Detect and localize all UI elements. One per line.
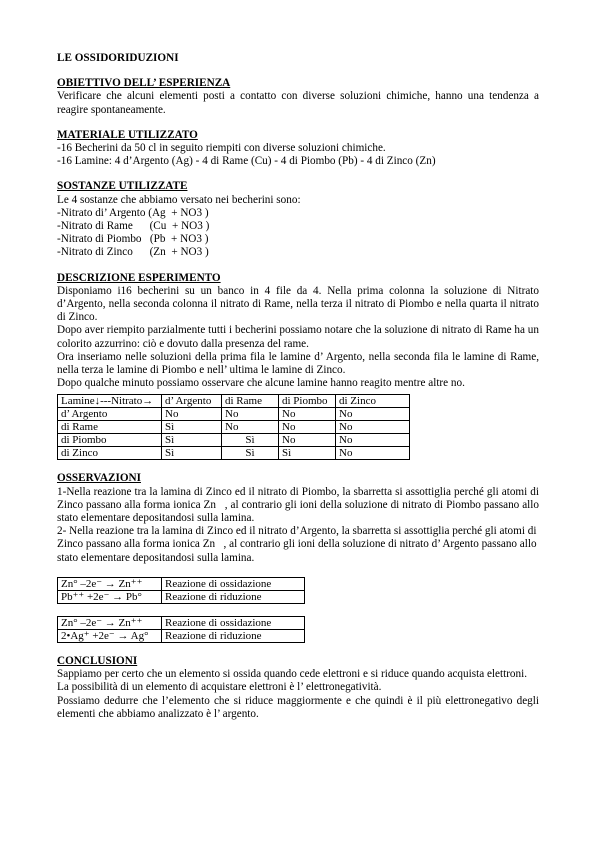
table-cell: Sì	[162, 447, 222, 460]
table-cell: Sì	[222, 447, 279, 460]
table-row	[58, 447, 410, 460]
table-header-cell: di Piombo	[279, 395, 336, 408]
reaction-type: Reazione di ossidazione	[162, 616, 305, 629]
section-sostanze	[57, 180, 539, 259]
section-heading: OSSERVAZIONI	[57, 472, 141, 485]
table-cell: No	[336, 421, 410, 434]
document-title: LE OSSIDORIDUZIONI	[57, 52, 179, 64]
section-obiettivo	[57, 77, 539, 117]
table-header-cell: d’ Argento	[162, 395, 222, 408]
reaction-type: Reazione di riduzione	[162, 629, 305, 642]
paragraph: Disponiamo i16 becherini su un banco in 4 file da 4. Nella prima colonna la soluzione di Nitrato d’Argento, nella seconda colonna il nitrato di Rame, nella terza il nitrato di Piombo e nella quarta il nitrato di Zinco.	[57, 284, 539, 324]
reaction-equation: Zn° –2e⁻ → Zn⁺⁺	[58, 616, 162, 629]
reaction-type: Reazione di ossidazione	[162, 577, 305, 590]
table-row	[58, 629, 305, 642]
table-cell: Sì	[162, 421, 222, 434]
table-cell: No	[222, 421, 279, 434]
list-line: -Nitrato di Rame (Cu + NO3 )	[57, 220, 210, 233]
table-row	[58, 616, 305, 629]
table-cell: No	[279, 421, 336, 434]
table-cell: No	[279, 434, 336, 447]
list-line: -Nitrato di’ Argento (Ag + NO3 )	[57, 206, 209, 219]
section-osservazioni	[57, 472, 542, 564]
table-row	[58, 408, 410, 421]
section-heading: OBIETTIVO DELL’ ESPERIENZA	[57, 77, 231, 90]
section-heading: DESCRIZIONE ESPERIMENTO	[57, 271, 221, 284]
table-row	[58, 590, 305, 603]
paragraph: Le 4 sostanze che abbiamo versato nei becherini sono:	[57, 193, 301, 206]
table-row	[58, 434, 410, 447]
list-line: -Nitrato di Piombo (Pb + NO3 )	[57, 233, 209, 246]
table-cell: No	[336, 408, 410, 421]
table-cell: Sì	[222, 434, 279, 447]
reaction-table	[57, 577, 305, 604]
paragraph: Verificare che alcuni elementi posti a contatto con diverse soluzioni chimiche, hanno una tendenza a reagire spontaneamente.	[57, 90, 539, 116]
paragraph: Dopo aver riempito parzialmente tutti i becherini possiamo notare che la soluzione di nitrato di Rame ha un colorito azzurrino: ciò e dovuto dalla presenza del rame.	[57, 324, 539, 350]
paragraph: Sappiamo per certo che un elemento si ossida quando cede elettroni e si riduce quando acquista elettroni.	[57, 668, 528, 681]
table-cell: No	[222, 408, 279, 421]
table-cell: No	[336, 434, 410, 447]
reaction-equation: 2•Ag⁺ +2e⁻ → Ag°	[58, 629, 162, 642]
table-cell: Sì	[279, 447, 336, 460]
list-line: -Nitrato di Zinco (Zn + NO3 )	[57, 246, 209, 259]
table-header-row	[58, 395, 410, 408]
table-row	[58, 577, 305, 590]
reaction-equation: Zn° –2e⁻ → Zn⁺⁺	[58, 577, 162, 590]
paragraph: La possibilità di un elemento di acquistare elettroni è l’ elettronegatività.	[57, 681, 382, 694]
table-cell: No	[162, 408, 222, 421]
list-line: -16 Lamine: 4 d’Argento (Ag) - 4 di Rame (Cu) - 4 di Piombo (Pb) - 4 di Zinco (Zn)	[57, 155, 436, 168]
reaction-type: Reazione di riduzione	[162, 590, 305, 603]
paragraph: Possiamo dedurre che l’elemento che si riduce maggiormente e che quindi è il più elettronegativo degli elementi che abbiamo analizzato è l’ argento.	[57, 694, 539, 720]
table-header-cell: di Zinco	[336, 395, 410, 408]
paragraph: 2- Nella reazione tra la lamina di Zinco ed il nitrato d’Argento, la sbarretta si assottiglia perché gli atomi di Zinco passano alla forma ionica Zn , al contrario gli ioni della soluzione di nitrato d’ Argento passano allo stato elementare depositandosi sulla lamina.	[57, 525, 540, 564]
section-heading: CONCLUSIONI	[57, 654, 138, 667]
table-cell: di Piombo	[58, 434, 162, 447]
table-cell: di Rame	[58, 421, 162, 434]
section-descrizione	[57, 272, 539, 391]
section-conclusioni	[57, 655, 539, 721]
paragraph: Ora inseriamo nelle soluzioni della prima fila le lamine d’ Argento, nella seconda fila le lamine di Rame, nella terza le lamine di Piombo e nell’ ultima le lamine di Zinco.	[57, 350, 539, 377]
document-page	[57, 52, 542, 721]
paragraph: Dopo qualche minuto possiamo osservare che alcune lamine hanno reagito mentre altre no.	[57, 377, 465, 390]
reaction-equation: Pb⁺⁺ +2e⁻ → Pb°	[58, 590, 162, 603]
reaction-table	[57, 616, 305, 643]
table-header-cell: Lamine↓---Nitrato→	[58, 395, 162, 408]
table-cell: No	[279, 408, 336, 421]
table-row	[58, 421, 410, 434]
table-cell: di Zinco	[58, 447, 162, 460]
section-heading: MATERIALE UTILIZZATO	[57, 128, 198, 141]
table-cell: No	[336, 447, 410, 460]
table-cell: Sì	[162, 434, 222, 447]
table-header-cell: di Rame	[222, 395, 279, 408]
list-line: -16 Becherini da 50 cl in seguito riempiti con diverse soluzioni chimiche.	[57, 142, 386, 155]
section-heading: SOSTANZE UTILIZZATE	[57, 180, 188, 193]
results-table	[57, 394, 410, 460]
paragraph: 1-Nella reazione tra la lamina di Zinco ed il nitrato di Piombo, la sbarretta si assottiglia perché gli atomi di Zinco passano alla forma ionica Zn , al contrario gli ioni della soluzione di nitrato di Piombo passano allo stato elementare depositandosi sulla lamina.	[57, 485, 542, 525]
section-materiale	[57, 129, 539, 169]
table-cell: d’ Argento	[58, 408, 162, 421]
